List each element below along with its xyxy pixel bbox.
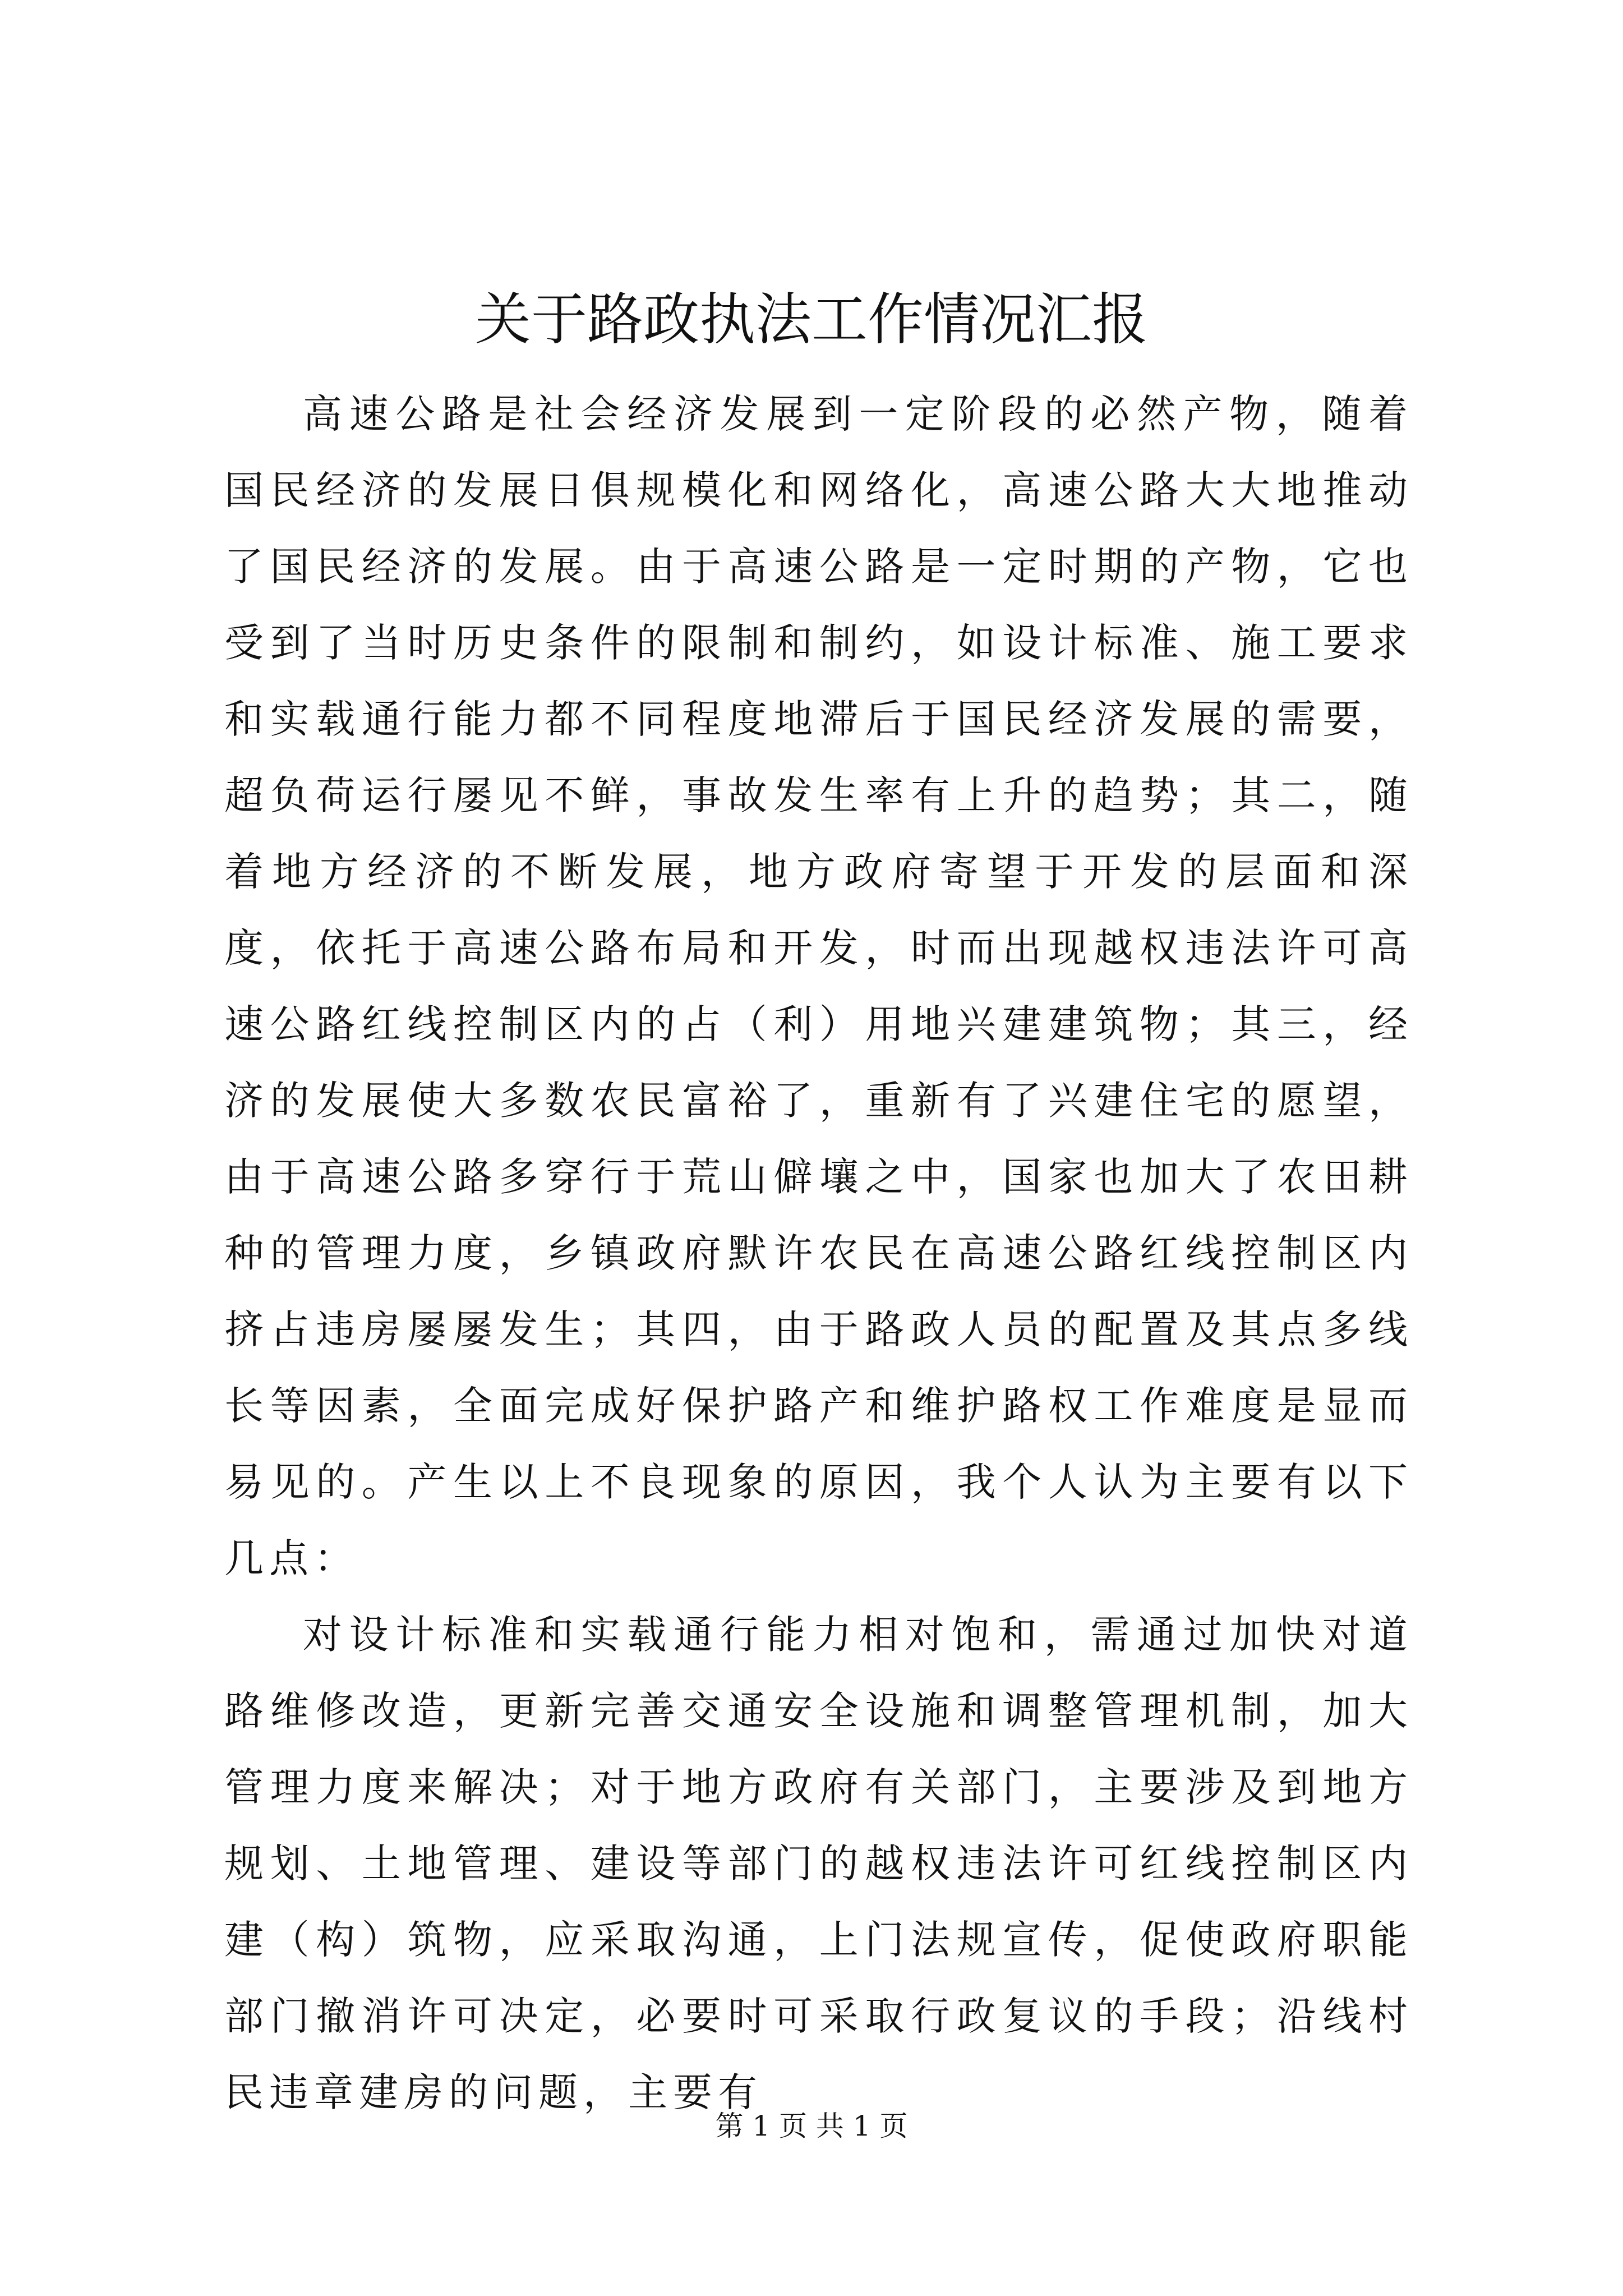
paragraph-2: 对设计标准和实载通行能力相对饱和，需通过加快对道路维修改造，更新完善交通安全设施和调整管理机制，加大管理力度来解决；对于地方政府有关部门，主要涉及到地方规划、土地管理、建设等部门的越权违法许可红线控制区内建（构）筑物，应采取沟通，上门法规宣传，促使政府职能部门撤消许可决定，必要时可采取行政复议的手段；沿线村民违章建房的问题，主要有 [224, 1612, 1413, 2115]
document-title: 关于路政执法工作情况汇报 [475, 287, 1148, 352]
page-number-footer: 第 1 页 共 1 页 [715, 2110, 908, 2142]
paragraph-1: 高速公路是社会经济发展到一定阶段的必然产物，随着国民经济的发展日俱规模化和网络化，高速公路大大地推动了国民经济的发展。由于高速公路是一定时期的产物，它也受到了当时历史条件的限制和制约，如设计标准、施工要求和实载通行能力都不同程度地滞后于国民经济发展的需要，超负荷运行屡见不鲜，事故发生率有上升的趋势；其二，随着地方经济的不断发展，地方政府寄望于开发的层面和深度，依托于高速公路布局和开发，时而出现越权违法许可高速公路红线控制区内的占（利）用地兴建建筑物；其三，经济的发展使大多数农民富裕了，重新有了兴建住宅的愿望，由于高速公路多穿行于荒山僻壤之中，国家也加大了农田耕种的管理力度，乡镇政府默许农民在高速公路红线控制区内挤占违房屡屡发生；其四，由于路政人员的配置及其点多线长等因素，全面完成好保护路产和维护路权工作难度是显而易见的。产生以上不良现象的原因，我个人认为主要有以下几点： [224, 391, 1413, 1581]
document-body [224, 376, 1413, 2131]
